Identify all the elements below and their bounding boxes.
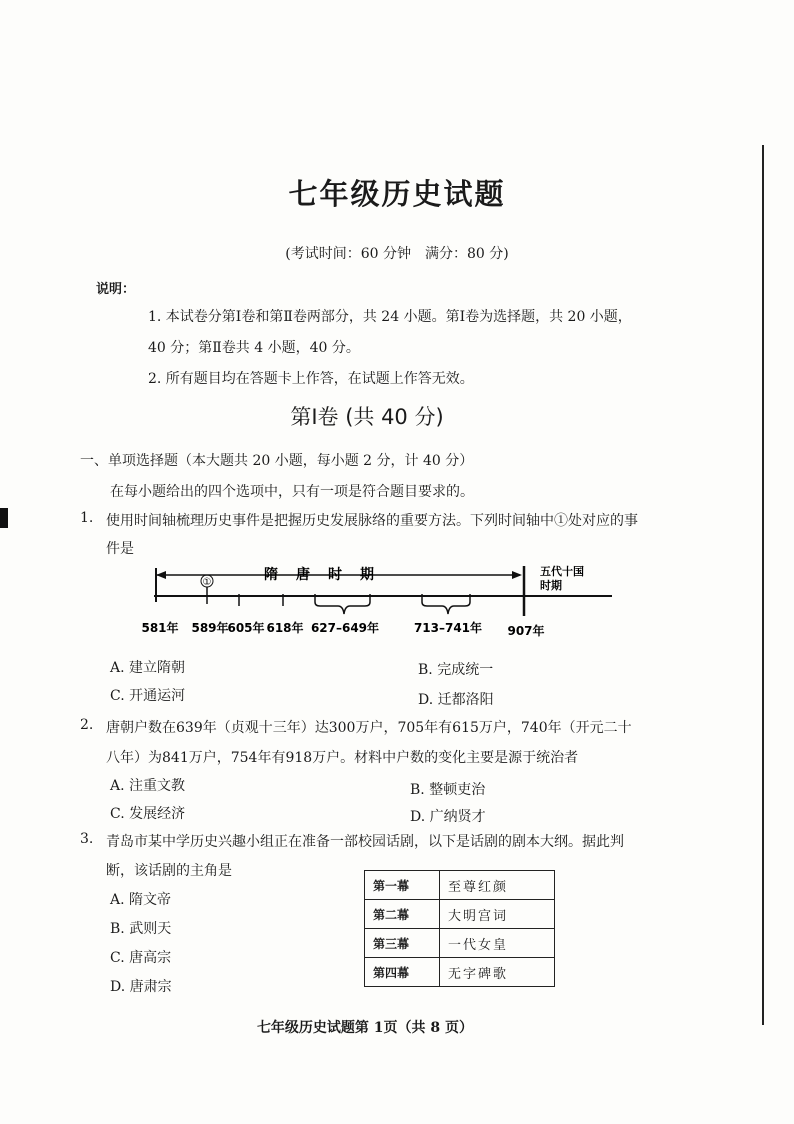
- topic-cell: 无字碑歌: [440, 958, 555, 987]
- question-3-option-c: C. 唐高宗: [110, 950, 172, 966]
- question-1-option-c: C. 开通运河: [110, 688, 186, 704]
- question-2-option-d: D. 广纳贤才: [410, 809, 486, 825]
- question-1-option-a: A. 建立隋朝: [110, 660, 186, 676]
- question-1-option-b: B. 完成统一: [418, 662, 494, 678]
- question-3-option-d: D. 唐肃宗: [110, 979, 172, 995]
- question-2-number: 2.: [80, 717, 94, 733]
- scan-mark: [0, 508, 8, 528]
- topic-cell: 大明宫词: [440, 900, 555, 929]
- exam-info: (考试时间：60 分钟 满分：80 分): [285, 246, 509, 262]
- tick-label-605: 605年: [227, 621, 265, 635]
- question-3-option-b: B. 武则天: [110, 921, 172, 937]
- table-row: [365, 900, 555, 929]
- note-1-line-1: 1. 本试卷分第Ⅰ卷和第Ⅱ卷两部分，共 24 小题。第Ⅰ卷为选择题，共 20 小题，: [148, 309, 632, 325]
- tick-label-589: 589年: [191, 621, 229, 635]
- question-1-stem-line-2: 件是: [106, 541, 134, 557]
- marker-label: ①: [202, 577, 212, 588]
- page-edge-line: [762, 145, 764, 1025]
- act-cell: 第四幕: [365, 958, 440, 987]
- question-3-option-a: A. 隋文帝: [110, 892, 172, 908]
- tick-label-581: 581年: [141, 621, 179, 635]
- question-3-number: 3.: [80, 831, 94, 847]
- timeline-figure: [140, 558, 620, 638]
- tick-label-907: 907年: [507, 624, 545, 638]
- table-row: [365, 929, 555, 958]
- end-period-label-1: 五代十国: [540, 565, 584, 578]
- note-1-line-2: 40 分；第Ⅱ卷共 4 小题，40 分。: [148, 340, 360, 356]
- question-2-option-a: A. 注重文教: [110, 778, 186, 794]
- question-2-stem-line-2: 八年）为841万户，754年有918万户。材料中户数的变化主要是源于统治者: [106, 750, 579, 766]
- end-period-label-2: 时期: [540, 579, 562, 592]
- period-arrow-left: [156, 571, 166, 579]
- question-2-stem-line-1: 唐朝户数在639年（贞观十三年）达300万户，705年有615万户，740年（开元二十: [106, 720, 632, 736]
- script-outline-table: [364, 870, 555, 987]
- page-footer: 七年级历史试题第 1页（共 8 页）: [256, 1020, 474, 1036]
- part-heading: 一、单项选择题（本大题共 20 小题，每小题 2 分，计 40 分）: [80, 453, 474, 469]
- part-instruction: 在每小题给出的四个选项中，只有一项是符合题目要求的。: [110, 484, 474, 500]
- tick-label-618: 618年: [266, 621, 304, 635]
- question-3-stem-line-2: 断，该话剧的主角是: [106, 863, 232, 879]
- exam-title: 七年级历史试题: [288, 177, 506, 211]
- topic-cell: 至尊红颜: [440, 871, 555, 900]
- tick-label-713-741: 713–741年: [413, 621, 483, 635]
- question-1-option-d: D. 迁都洛阳: [418, 692, 494, 708]
- act-cell: 第二幕: [365, 900, 440, 929]
- notes-label: 说明：: [96, 282, 136, 297]
- question-1-number: 1.: [80, 510, 94, 526]
- table-row: [365, 958, 555, 987]
- period-label: 隋 唐 时 期: [264, 567, 376, 583]
- tick-label-627-649: 627–649年: [310, 621, 380, 635]
- table-row: [365, 871, 555, 900]
- question-1-stem-line-1: 使用时间轴梳理历史事件是把握历史发展脉络的重要方法。下列时间轴中①处对应的事: [106, 513, 638, 529]
- question-3-stem-line-1: 青岛市某中学历史兴趣小组正在准备一部校园话剧，以下是话剧的剧本大纲。据此判: [106, 834, 624, 850]
- period-arrow-right: [512, 571, 522, 579]
- note-2: 2. 所有题目均在答题卡上作答，在试题上作答无效。: [148, 371, 474, 387]
- act-cell: 第三幕: [365, 929, 440, 958]
- act-cell: 第一幕: [365, 871, 440, 900]
- topic-cell: 一代女皇: [440, 929, 555, 958]
- question-2-option-c: C. 发展经济: [110, 806, 186, 822]
- question-2-option-b: B. 整顿吏治: [410, 782, 486, 798]
- section-title: 第Ⅰ卷 (共 40 分): [290, 405, 444, 429]
